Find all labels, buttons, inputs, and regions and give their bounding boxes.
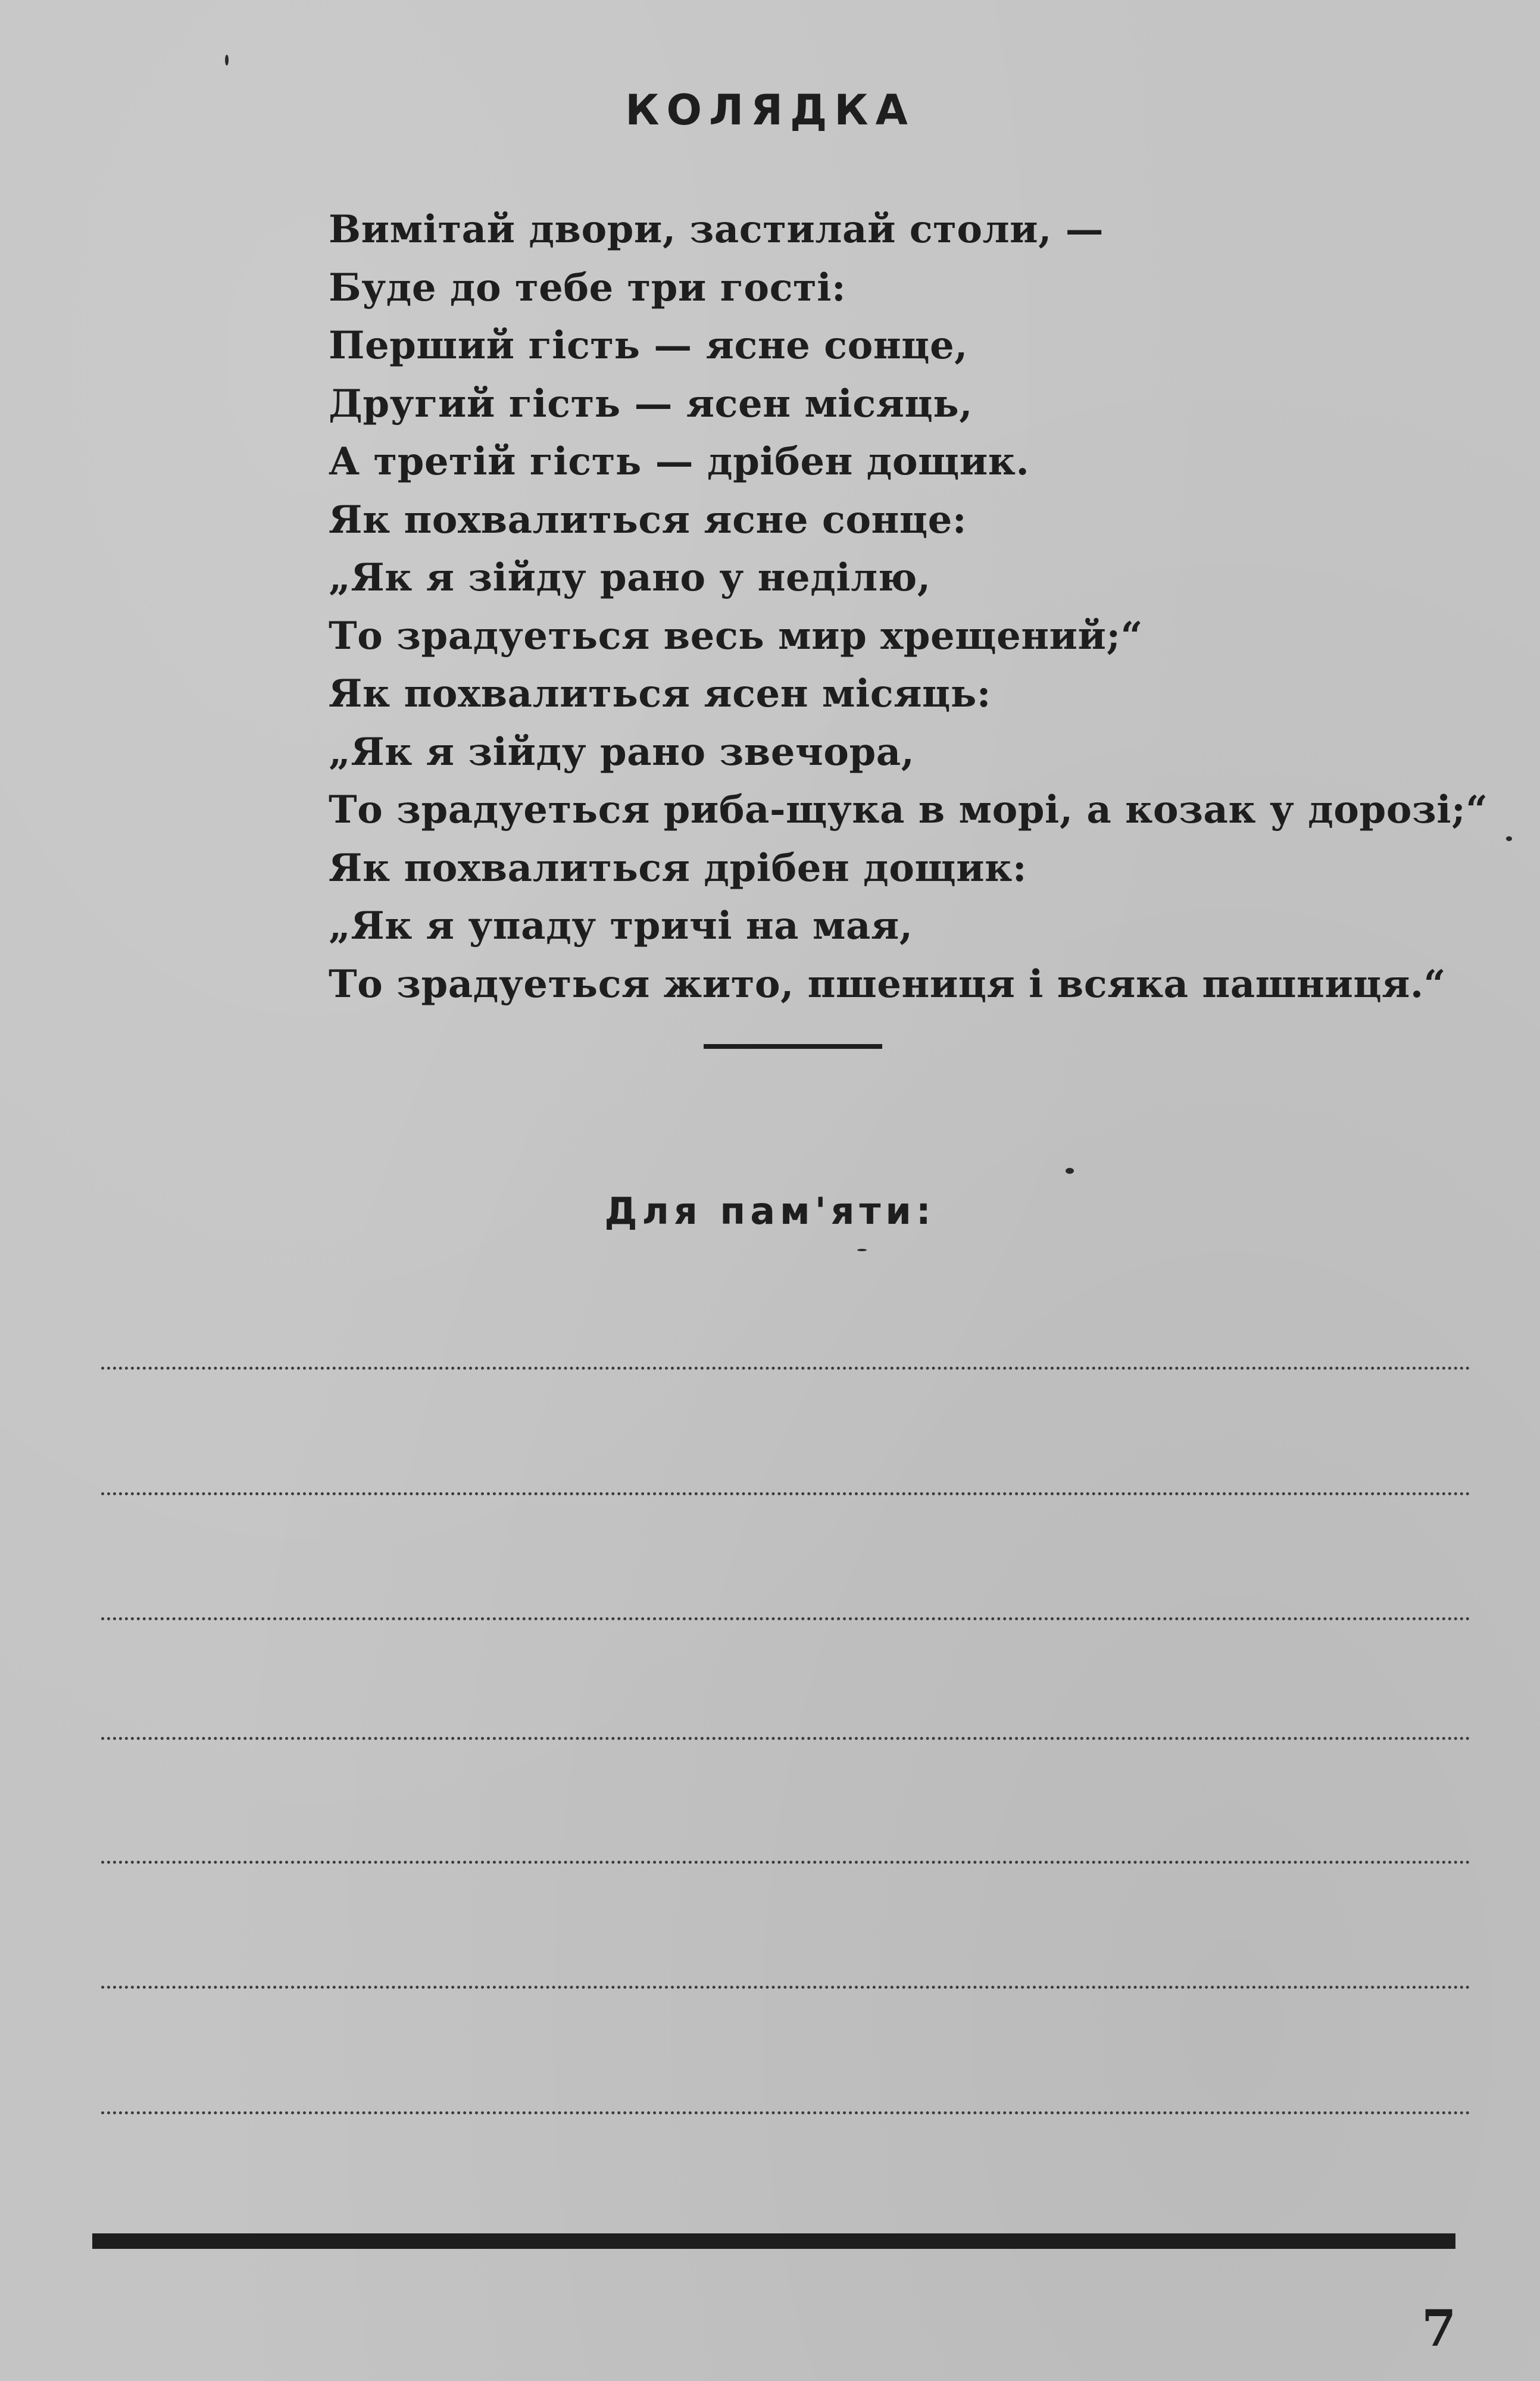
note-line-4[interactable] <box>101 1737 1470 1740</box>
poem-line: Як похвалиться ясне сонце: <box>329 497 967 542</box>
note-line-3[interactable] <box>101 1617 1470 1620</box>
poem-line: „Як я упаду тричі на мая, <box>329 904 913 948</box>
poem-line: Вимітай двори, застилай столи, — <box>329 207 1104 252</box>
note-line-7[interactable] <box>101 2111 1470 2114</box>
note-line-6[interactable] <box>101 1986 1470 1989</box>
paper-speck <box>1506 836 1512 841</box>
poem-line: Як похвалиться дрібен дощик: <box>329 845 1027 890</box>
notes-heading: Для пам'яти: <box>604 1189 936 1233</box>
paper-speck <box>225 55 229 65</box>
section-divider <box>704 1044 882 1049</box>
poem-line: То зрадуеться жито, пшениця і всяка пашниця.“ <box>329 961 1446 1007</box>
poem-line: Перший гість — ясне сонце, <box>329 323 968 368</box>
poem-line: Буде до тебе три гості: <box>329 265 846 310</box>
poem-line: То зрадуеться риба-щука в морі, а козак у дорозі;“ <box>329 788 1488 832</box>
paper-speck <box>1066 1168 1074 1174</box>
poem-line: А третій гість — дрібен дощик. <box>329 439 1030 484</box>
poem-line: Як похвалиться ясен місяць: <box>329 671 991 716</box>
paper-speck <box>857 1249 867 1251</box>
note-line-2[interactable] <box>101 1492 1470 1495</box>
poem-line: Другий гість — ясен місяць, <box>329 381 973 426</box>
poem-line: „Як я зійду рано звечора, <box>329 729 915 774</box>
poem-title: КОЛЯДКА <box>625 86 915 135</box>
note-line-5[interactable] <box>101 1861 1470 1864</box>
poem-line: „Як я зійду рано у неділю, <box>329 555 931 600</box>
bottom-rule <box>92 2233 1455 2249</box>
poem-line: То зрадуеться весь мир хрещений;“ <box>329 613 1143 658</box>
page-number: 7 <box>1422 2299 1457 2358</box>
poem-text <box>329 201 1488 1013</box>
note-line-1[interactable] <box>101 1367 1470 1370</box>
